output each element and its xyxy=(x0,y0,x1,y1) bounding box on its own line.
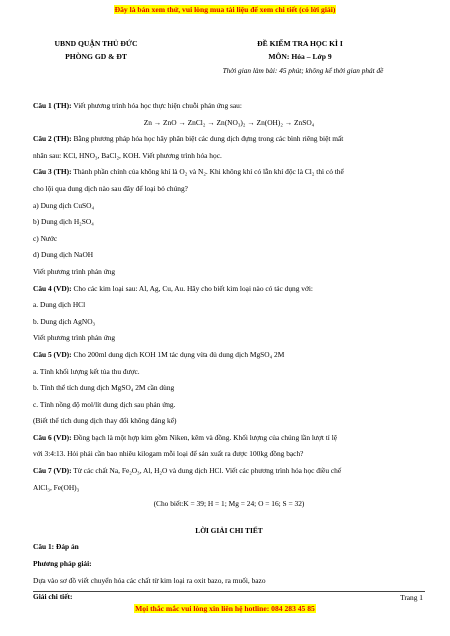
question-label: Câu 3 (TH): xyxy=(33,167,72,177)
subject-line: MÔN: Hóa – Lớp 9 xyxy=(268,52,332,61)
question-label: Câu 2 (TH): xyxy=(33,134,72,144)
time-note: Thời gian làm bài: 45 phút; không kể thời gian phát đề xyxy=(222,66,384,75)
question-label: Câu 5 (VD): xyxy=(33,349,72,359)
exam-title: ĐỀ KIỂM TRA HỌC KÌ I xyxy=(257,39,343,48)
answer-label: Câu 1: Đáp án xyxy=(33,542,79,552)
detail-label: Giải chi tiết: xyxy=(33,592,73,602)
option-b: b. Dung dịch AgNO₃ xyxy=(33,316,96,326)
question-text: Cho 200ml dung dịch KOH 1M tác dụng vừa đủ dung dịch MgSO₄ 2M xyxy=(71,349,285,359)
question-text: Thành phần chính của không khí là O₂ và N₂. Khi không khí có lẫn khí độc là Cl₂ thì có thể xyxy=(71,167,344,177)
question-2 xyxy=(33,131,425,148)
method-text: Dựa vào sơ đồ viết chuyển hóa các chất từ kim loại ra oxit bazo, ra muối, bazo xyxy=(33,575,266,585)
question-7 xyxy=(33,463,425,480)
option-a: a. Dung dịch HCl xyxy=(33,300,86,310)
question-text-cont: nhãn sau: KCl, HNO₃, BaCl₂, KOH. Viết phương trình hóa học. xyxy=(33,150,222,160)
question-text: Từ các chất Na, Fe₂O₃, Al, H₂O và dung dịch HCl. Viết các phương trình hóa học điều chế xyxy=(71,466,342,476)
question-3 xyxy=(33,164,425,181)
question-text: Bằng phương pháp hóa học hãy phân biệt các dung dịch đựng trong các bình riêng biệt mất xyxy=(71,134,344,144)
hotline-banner-text: Mọi thắc mắc vui lòng xin liên hệ hotline: 084 283 45 85 xyxy=(135,604,315,613)
district-name: UBND QUẬN THỦ ĐỨC xyxy=(54,39,138,48)
preview-banner xyxy=(0,5,450,14)
sub-question-c: c. Tính nồng độ mol/lít dung dịch sau phản ứng. xyxy=(33,399,176,409)
sub-question-b: b. Tính thể tích dung dịch MgSO₄ 2M cần dùng xyxy=(33,383,175,393)
page-number: Trang 1 xyxy=(400,593,423,602)
exam-content xyxy=(33,98,425,606)
question-instruction: Viết phương trình phản ứng xyxy=(33,333,116,343)
question-6 xyxy=(33,430,425,447)
question-label: Câu 6 (VD): xyxy=(33,432,72,442)
method-label: Phương pháp giải: xyxy=(33,559,92,569)
reaction-chain: Zn → ZnO → ZnCl₂ → Zn(NO₃)₂ → Zn(OH)₂ → ZnSO₄ xyxy=(143,117,315,127)
sub-question-a: a. Tính khối lượng kết tủa thu được. xyxy=(33,366,140,376)
question-instruction: Viết phương trình phản ứng xyxy=(33,266,116,276)
department-name: PHÒNG GD & ĐT xyxy=(65,52,127,61)
hotline-banner xyxy=(0,604,450,613)
question-text: Viết phương trình hóa học thực hiện chuỗi phản ứng sau: xyxy=(71,101,242,110)
header-left xyxy=(36,37,156,63)
option-a: a) Dung dịch CuSO₄ xyxy=(33,200,95,210)
header-right xyxy=(205,37,395,63)
option-c: c) Nước xyxy=(33,233,58,243)
question-text-cont: với 3:4:13. Hỏi phải cần bao nhiêu kilogam mỗi loại để sản xuất ra được 100kg đồng bạch? xyxy=(33,449,304,459)
question-text-cont: AlCl₃, Fe(OH)₃ xyxy=(33,482,80,492)
footer-divider xyxy=(33,591,425,592)
preview-banner-text: Đây là bản xem thử, vui lòng mua tài liệu để xem chi tiết (có lời giải) xyxy=(114,5,336,14)
given-data: (Cho biết:K = 39; H = 1; Mg = 24; O = 16; S = 32) xyxy=(153,499,305,509)
option-b: b) Dung dịch H₂SO₄ xyxy=(33,217,94,227)
question-label: Câu 7 (VD): xyxy=(33,466,72,476)
question-text: Đồng bạch là một hợp kim gồm Niken, kẽm và đồng. Khối lượng của chúng lần lượt tỉ lệ xyxy=(71,432,338,442)
option-d: d) Dung dịch NaOH xyxy=(33,250,94,260)
solution-title: LỜI GIẢI CHI TIẾT xyxy=(195,525,263,535)
question-1 xyxy=(33,98,425,115)
question-label: Câu 1 (TH): xyxy=(33,101,72,110)
question-text: Cho các kim loại sau: Al, Ag, Cu, Au. Hãy cho biết kim loại nào có tác dụng với: xyxy=(71,283,313,293)
question-4 xyxy=(33,281,425,298)
question-text-cont: cho lội qua dung dịch nào sau đây để loại bỏ chúng? xyxy=(33,183,188,193)
question-5 xyxy=(33,347,425,364)
question-note: (Biết thể tích dung dịch thay đổi không đáng kể) xyxy=(33,416,177,426)
question-label: Câu 4 (VD): xyxy=(33,283,72,293)
